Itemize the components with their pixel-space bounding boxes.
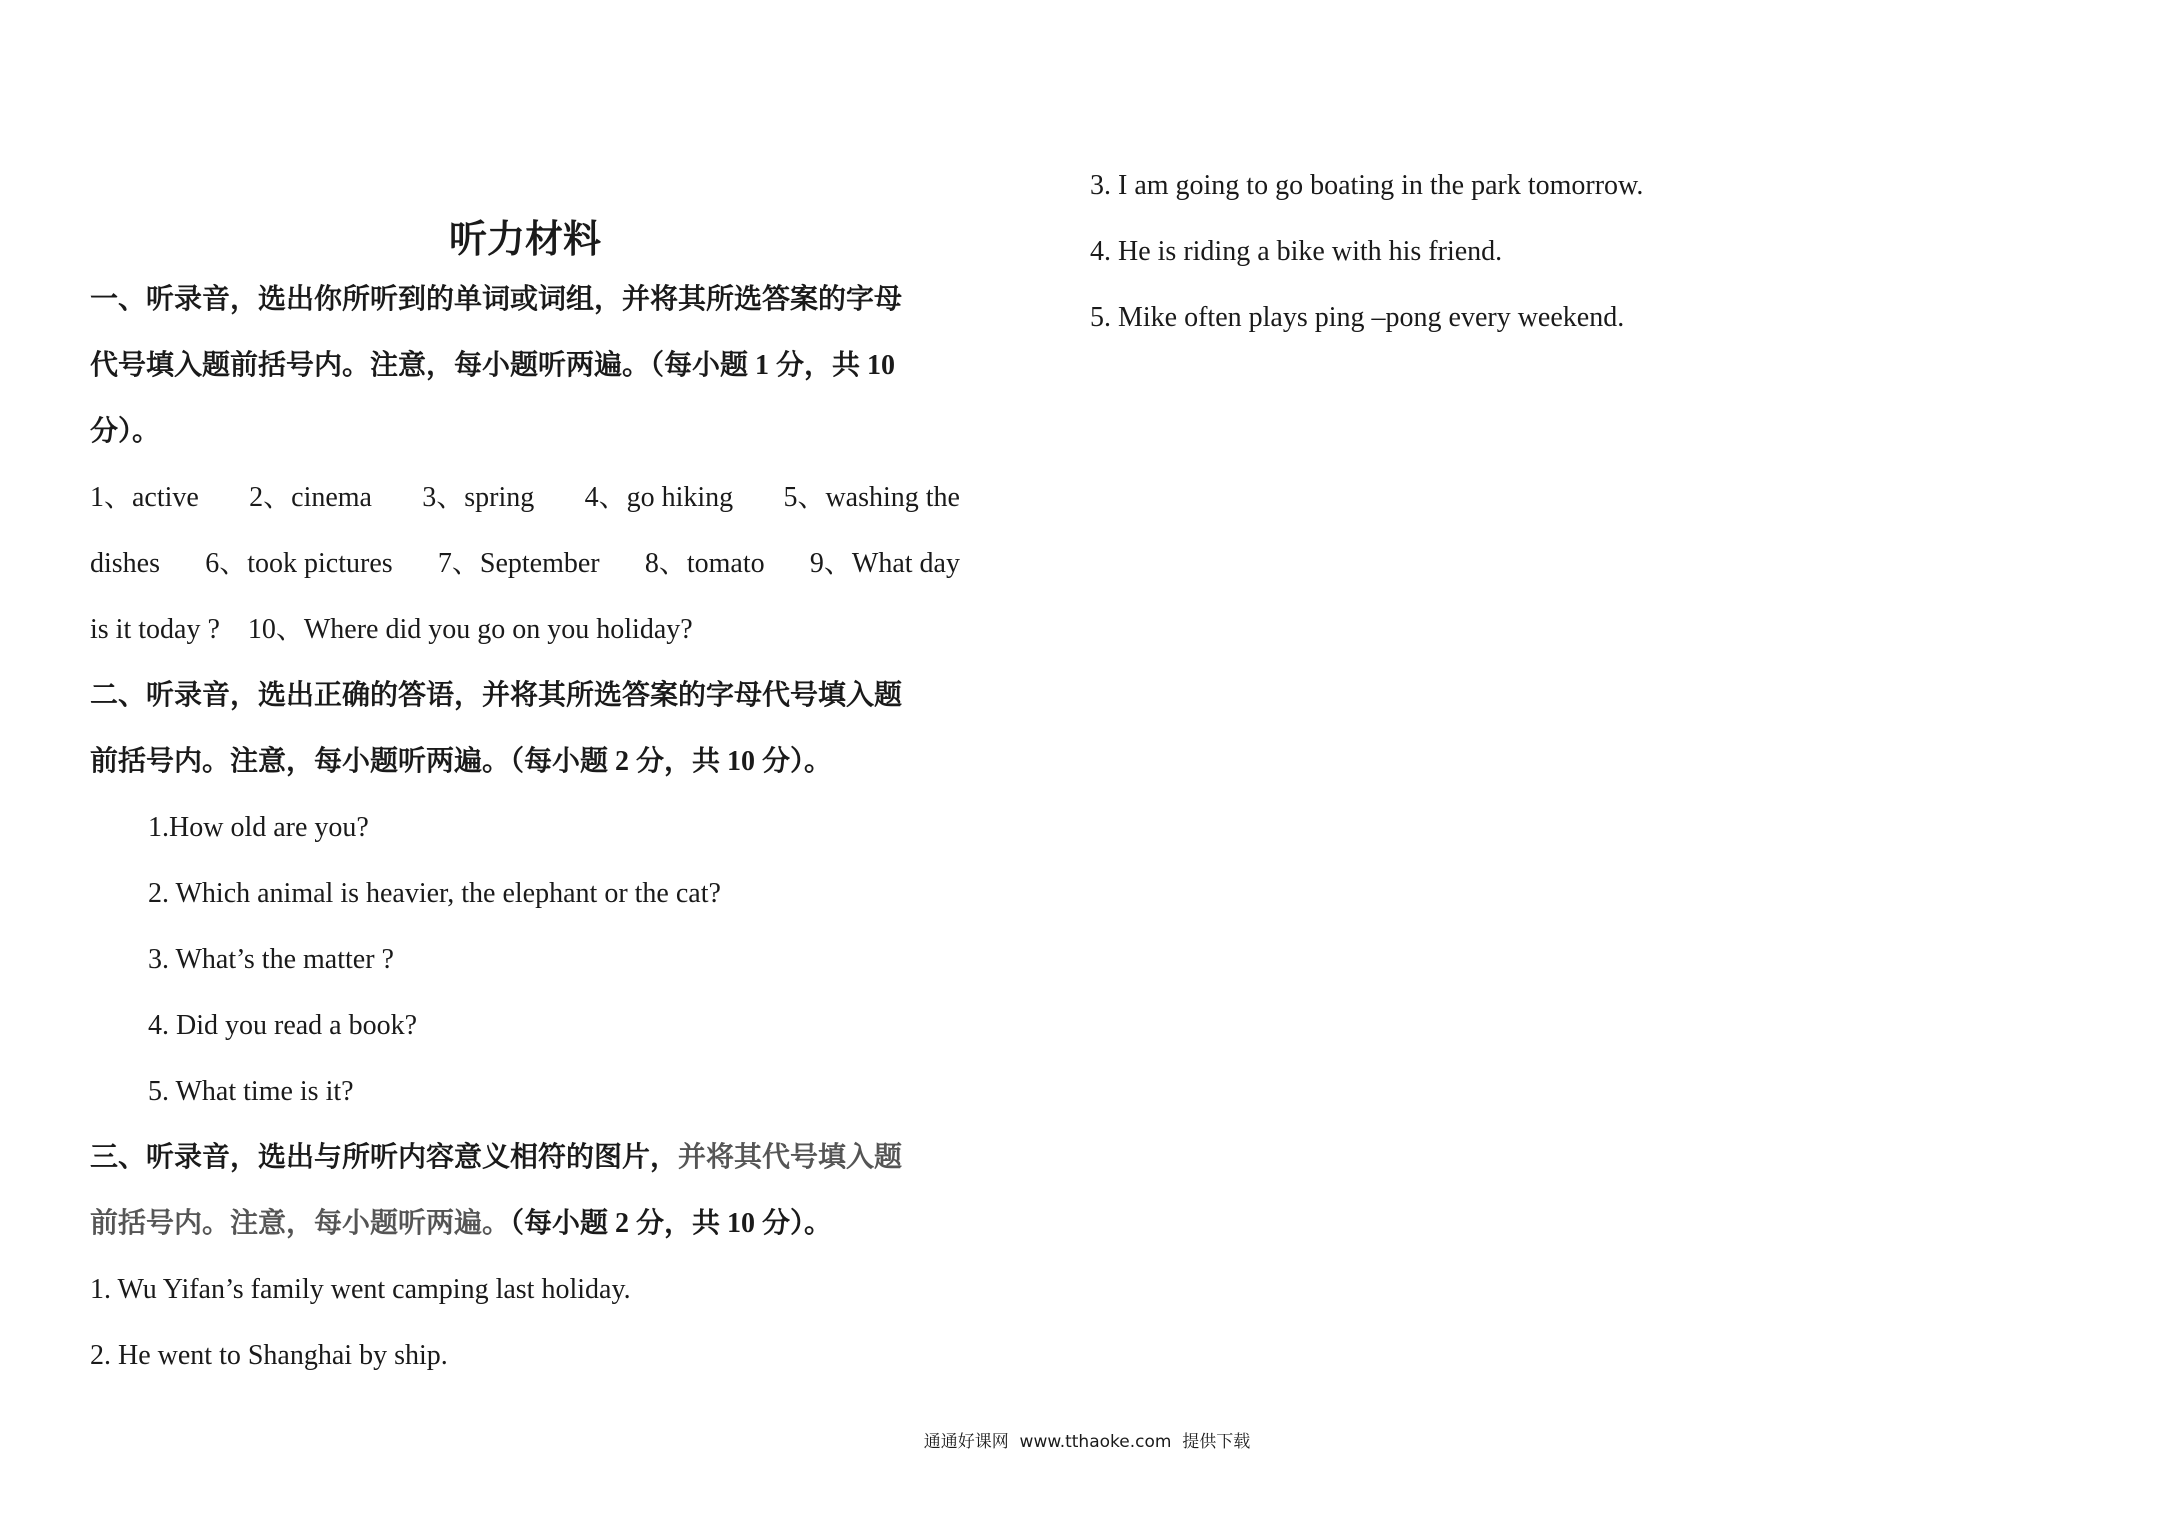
- section2-item-2: 2. Which animal is heavier, the elephant or the cat?: [148, 878, 721, 909]
- section2-item-5: 5. What time is it?: [148, 1076, 354, 1107]
- section3-heading-gray-part: 并将其代号填入题: [678, 1142, 903, 1173]
- section1-word-row1: [90, 484, 960, 512]
- word-item: 7、September: [437, 548, 600, 579]
- section1-heading-line2: 代号填入题前括号内。注意，每小题听两遍。（每小题 1 分，共 10: [90, 350, 896, 381]
- word-item: 2、cinema: [249, 482, 372, 513]
- word-item: 8、tomato: [644, 548, 765, 579]
- section3-heading-line1: [90, 1144, 902, 1172]
- section3-item-4: 4. He is riding a bike with his friend.: [1090, 236, 1503, 267]
- word-item: 1、active: [90, 482, 199, 513]
- section1-word-row2: [90, 550, 960, 578]
- section3-heading-gray-part2: 前括号内。注意，每小题听两遍。: [90, 1208, 511, 1239]
- section3-heading-line2: [90, 1210, 832, 1238]
- section3-heading-bold-part2: （每小题 2 分，共 10 分）。: [510, 1208, 833, 1239]
- section2-item-4: 4. Did you read a book?: [148, 1010, 418, 1041]
- footer-credit: 通通好课网 www.tthaoke.com 提供下载: [923, 1432, 1251, 1452]
- word-item: 5、washing the: [783, 482, 960, 513]
- word-item: dishes: [90, 548, 160, 579]
- word-item: 6、took pictures: [205, 548, 393, 579]
- section1-word-row3: is it today ? 10、Where did you go on you holiday?: [90, 614, 693, 645]
- section3-heading-bold-part: 三、听录音，选出与所听内容意义相符的图片，: [90, 1142, 679, 1173]
- section3-item-5: 5. Mike often plays ping –pong every weekend.: [1090, 302, 1625, 333]
- word-item: 4、go hiking: [584, 482, 734, 513]
- section2-heading-line2: 前括号内。注意，每小题听两遍。（每小题 2 分，共 10 分）。: [90, 746, 833, 777]
- section1-heading-line3: 分）。: [90, 416, 161, 447]
- section1-heading-line1: 一、听录音，选出你所听到的单词或词组，并将其所选答案的字母: [90, 284, 903, 315]
- section3-item-2: 2. He went to Shanghai by ship.: [90, 1340, 448, 1371]
- page-title: 听力材料: [448, 219, 601, 261]
- section3-item-3: 3. I am going to go boating in the park tomorrow.: [1090, 170, 1644, 201]
- word-item: 9、What day: [809, 548, 960, 579]
- section2-item-3: 3. What’s the matter ?: [148, 944, 394, 975]
- section2-heading-line1: 二、听录音，选出正确的答语，并将其所选答案的字母代号填入题: [90, 680, 903, 711]
- word-item: 3、spring: [422, 482, 535, 513]
- section2-item-1: 1.How old are you?: [148, 812, 369, 843]
- section3-item-1: 1. Wu Yifan’s family went camping last holiday.: [90, 1274, 631, 1305]
